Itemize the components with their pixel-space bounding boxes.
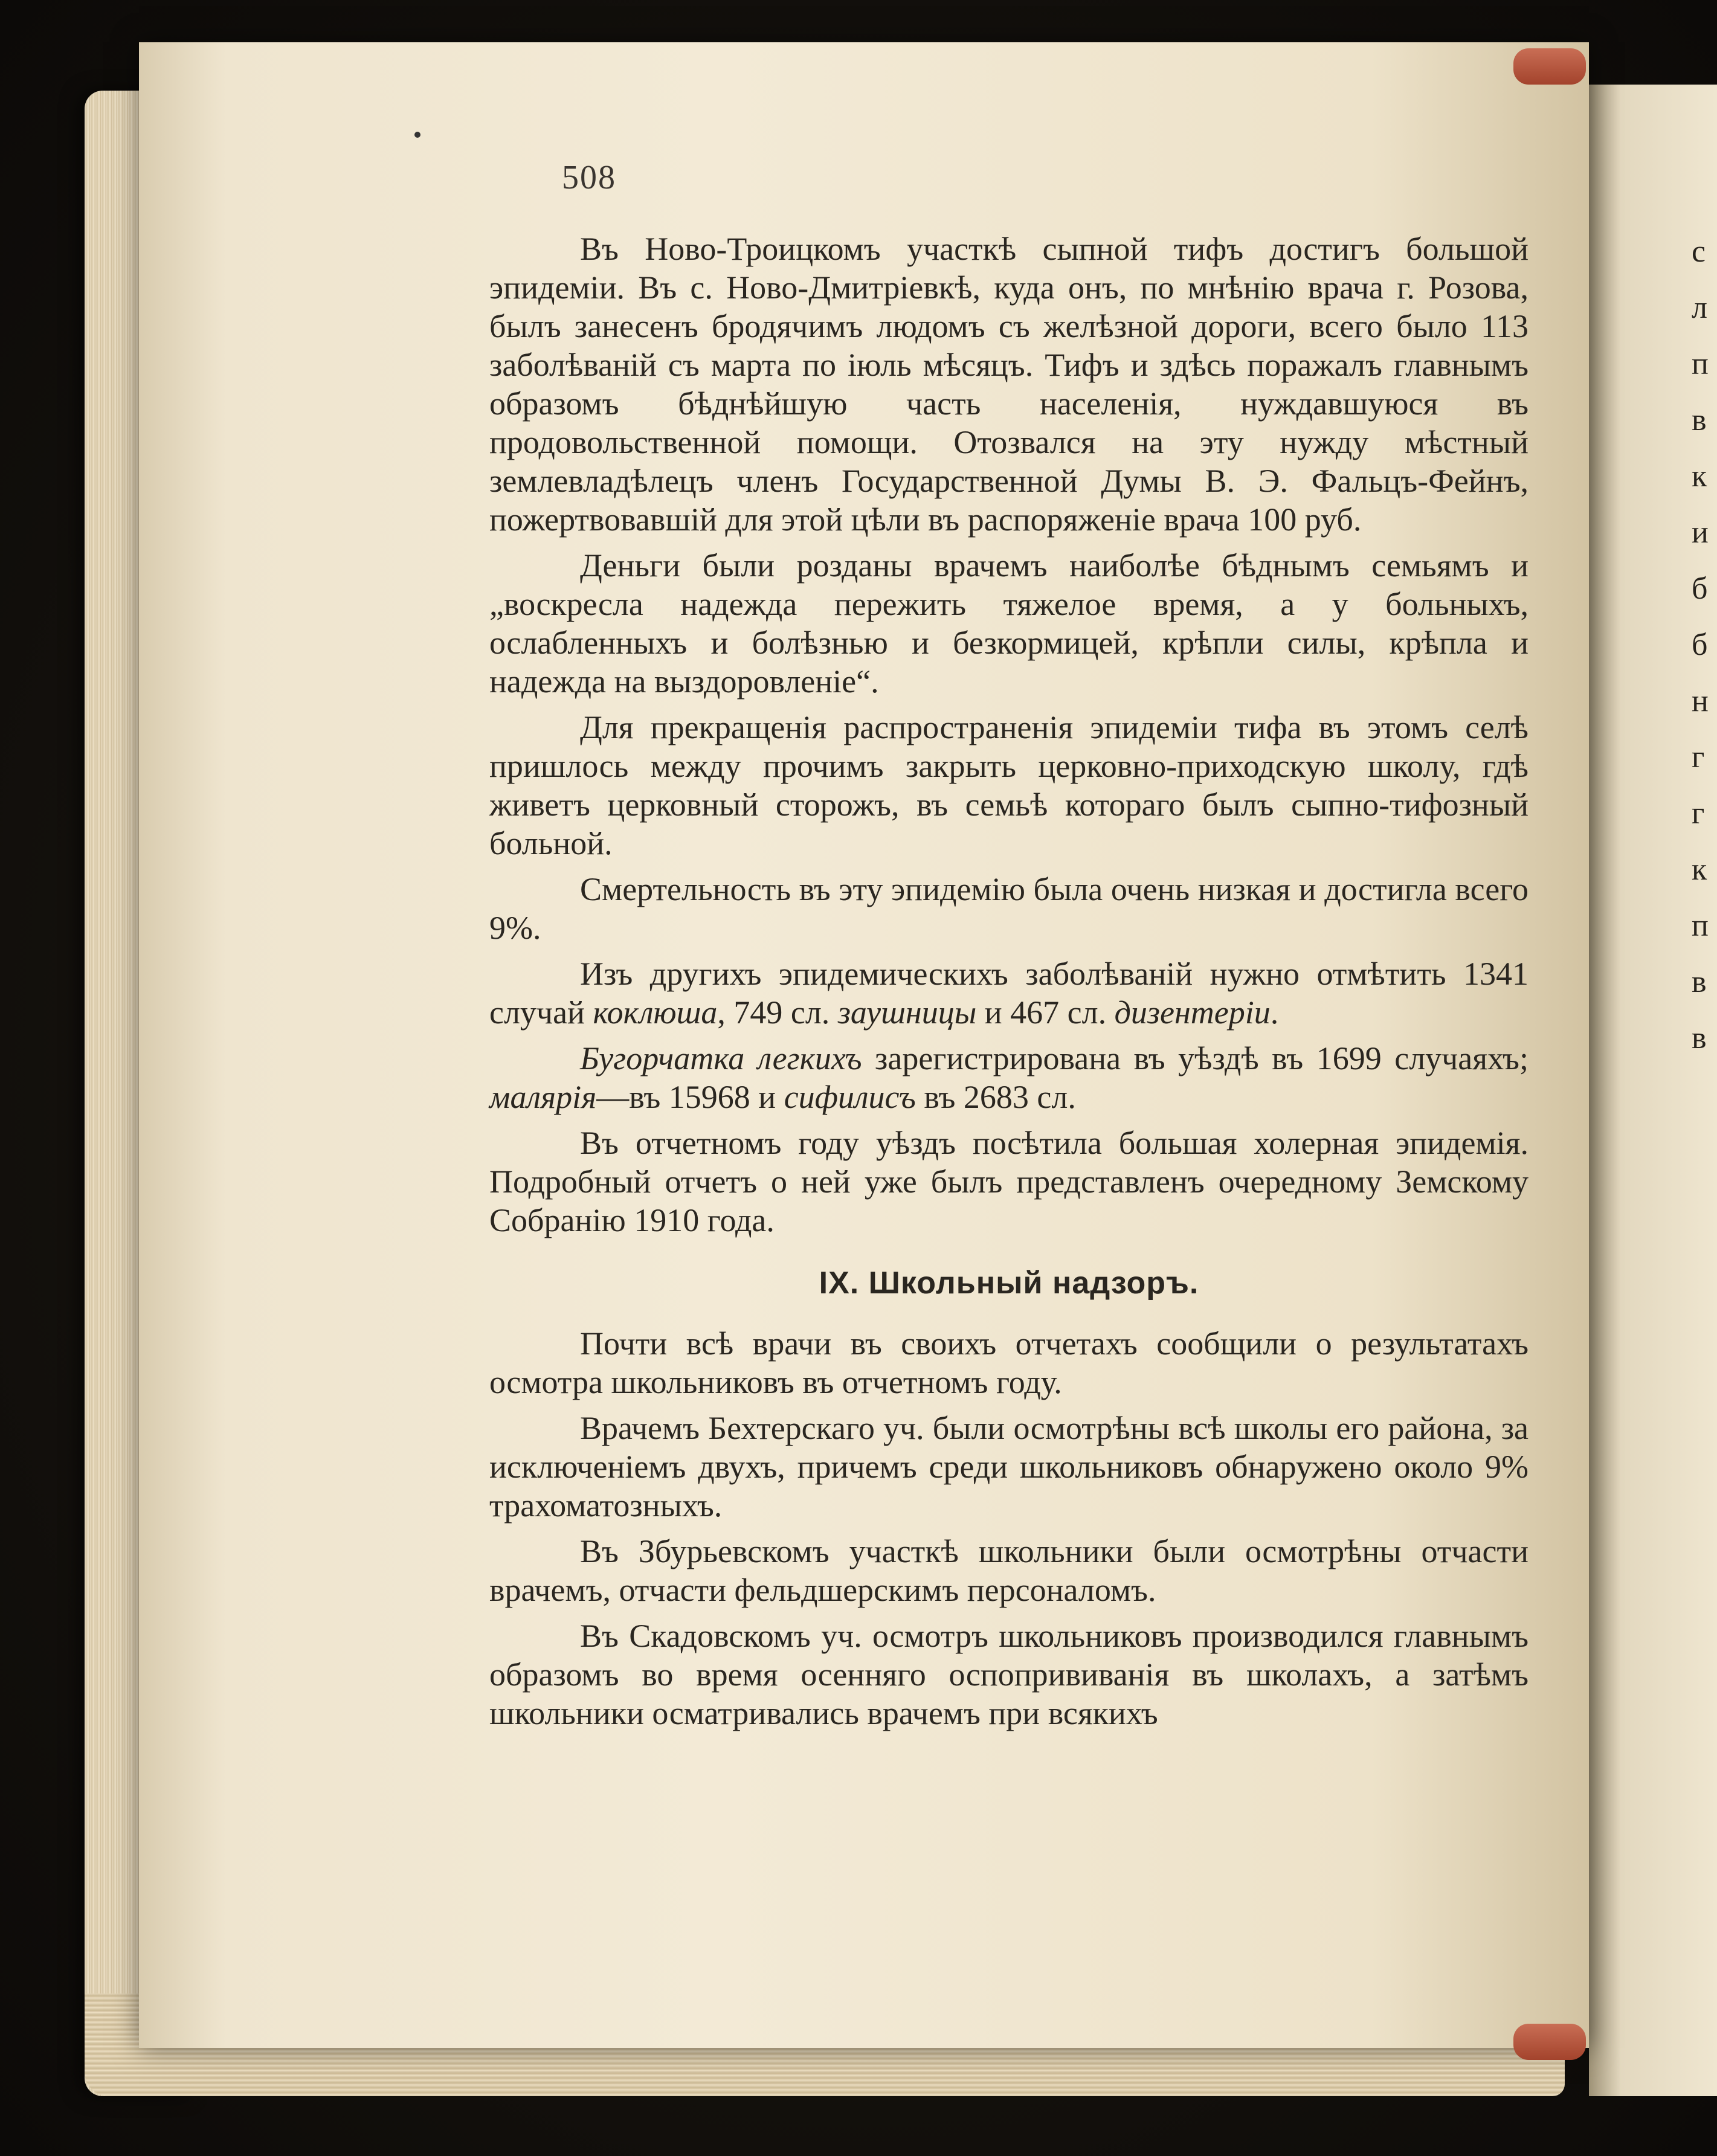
section-epidemics <box>489 230 1529 1240</box>
text-run: въ 2683 сл. <box>915 1079 1076 1115</box>
adjacent-page-margin-letters <box>1692 224 1717 1066</box>
paragraph <box>489 708 1529 863</box>
bookmark-ribbon-top <box>1513 48 1586 85</box>
ink-speck <box>414 132 420 138</box>
adjacent-margin-letter: п <box>1692 347 1709 381</box>
adjacent-margin-letter: б <box>1692 628 1708 662</box>
adjacent-margin-letter: б <box>1692 571 1708 606</box>
text-run: , 749 сл. <box>717 994 838 1031</box>
paragraph <box>489 870 1529 947</box>
adjacent-margin-letter: п <box>1692 909 1709 943</box>
page-body <box>489 230 1529 1740</box>
paragraph <box>489 1532 1529 1609</box>
paragraph <box>489 1039 1529 1116</box>
paragraph <box>489 1124 1529 1240</box>
italic-term: Бугорчатка легкихъ <box>580 1040 862 1076</box>
italic-term: малярія <box>489 1079 597 1115</box>
paragraph <box>489 1324 1529 1401</box>
adjacent-margin-letter: и <box>1692 515 1709 550</box>
section-school-supervision <box>489 1324 1529 1733</box>
italic-term: заушницы <box>837 994 977 1031</box>
paragraph <box>489 1409 1529 1525</box>
page-number: 508 <box>562 159 616 196</box>
paragraph <box>489 546 1529 701</box>
paragraph <box>489 230 1529 539</box>
text-run: Въ Скадовскомъ уч. осмотръ школьниковъ производился главнымъ образомъ во время осенняго оспопрививанія въ школахъ, а затѣмъ школьники осматривались врачемъ при всякихъ <box>489 1618 1529 1731</box>
adjacent-margin-letter: в <box>1692 965 1707 999</box>
italic-term: дизентеріи <box>1114 994 1271 1031</box>
adjacent-margin-letter: в <box>1692 403 1707 437</box>
italic-term: коклюша <box>593 994 718 1031</box>
text-run: Врачемъ Бехтерскаго уч. были осмотрѣны всѣ школы его района, за исключеніемъ двухъ, причемъ среди школьниковъ обнаружено около 9% трахоматозныхъ. <box>489 1410 1529 1524</box>
text-run: Почти всѣ врачи въ своихъ отчетахъ сообщили о результатахъ осмотра школьниковъ въ отчетномъ году. <box>489 1325 1529 1400</box>
paragraph <box>489 954 1529 1032</box>
text-run: и 467 сл. <box>976 994 1115 1031</box>
adjacent-margin-letter: г <box>1692 796 1705 831</box>
text-run: . <box>1270 994 1279 1031</box>
adjacent-margin-letter: к <box>1692 459 1707 494</box>
text-run: Для прекращенія распространенія эпидеміи тифа въ этомъ селѣ пришлось между прочимъ закрыть церковно-приходскую школу, гдѣ живетъ церковный сторожъ, въ семьѣ котораго былъ сыпно-тифозный больной. <box>489 709 1529 861</box>
adjacent-margin-letter: г <box>1692 740 1705 774</box>
adjacent-margin-letter: л <box>1692 291 1707 325</box>
bookmark-ribbon-bottom <box>1513 2024 1586 2060</box>
text-run: зарегистрирована въ уѣздѣ въ 1699 случаяхъ; <box>862 1040 1529 1076</box>
adjacent-margin-letter: к <box>1692 852 1707 887</box>
text-run: Въ Збурьевскомъ участкѣ школьники были осмотрѣны отчасти врачемъ, отчасти фельдшерскимъ персоналомъ. <box>489 1533 1529 1608</box>
paragraph <box>489 1617 1529 1733</box>
adjacent-margin-letter: с <box>1692 234 1706 269</box>
text-run: Въ Ново-Троицкомъ участкѣ сыпной тифъ достигъ большой эпидеміи. Въ с. Ново-Дмитріевкѣ, куда онъ, по мнѣнію врача г. Розова, былъ занесенъ бродячимъ людомъ съ желѣзной дороги, всего было 113 заболѣваній съ марта по іюль мѣсяцъ. Тифъ и здѣсь поражалъ главнымъ образомъ бѣднѣйшую часть населенія, нуждавшуюся въ продовольственной помощи. Отозвался на эту нужду мѣстный землевладѣлецъ членъ Государственной Думы В. Э. Фальцъ-Фейнъ, пожертвовавшій для этой цѣли въ распоряженіе врача 100 руб. <box>489 231 1529 538</box>
adjacent-margin-letter: н <box>1692 684 1709 718</box>
text-run: Деньги были розданы врачемъ наиболѣе бѣднымъ семьямъ и „воскресла надежда пережить тяжелое время, а у больныхъ, ослабленныхъ и болѣзнью и безкормицей, крѣпли силы, крѣпла и надежда на выздоровленіе“. <box>489 547 1529 700</box>
text-run: Смертельность въ эту эпидемію была очень низкая и достигла всего 9%. <box>489 871 1529 946</box>
adjacent-margin-letter: в <box>1692 1021 1707 1055</box>
text-run: Въ отчетномъ году уѣздъ посѣтила большая холерная эпидемія. Подробный отчетъ о ней уже былъ представленъ очередному Земскому Собранію 1910 года. <box>489 1125 1529 1238</box>
section-heading: IX. Школьный надзоръ. <box>819 1266 1199 1301</box>
text-run: Изъ другихъ эпидемическихъ заболѣваній нужно отмѣтить 1341 случай <box>489 956 1529 1031</box>
text-run: —въ 15968 и <box>596 1079 784 1115</box>
italic-term: сифилисъ <box>784 1079 916 1115</box>
